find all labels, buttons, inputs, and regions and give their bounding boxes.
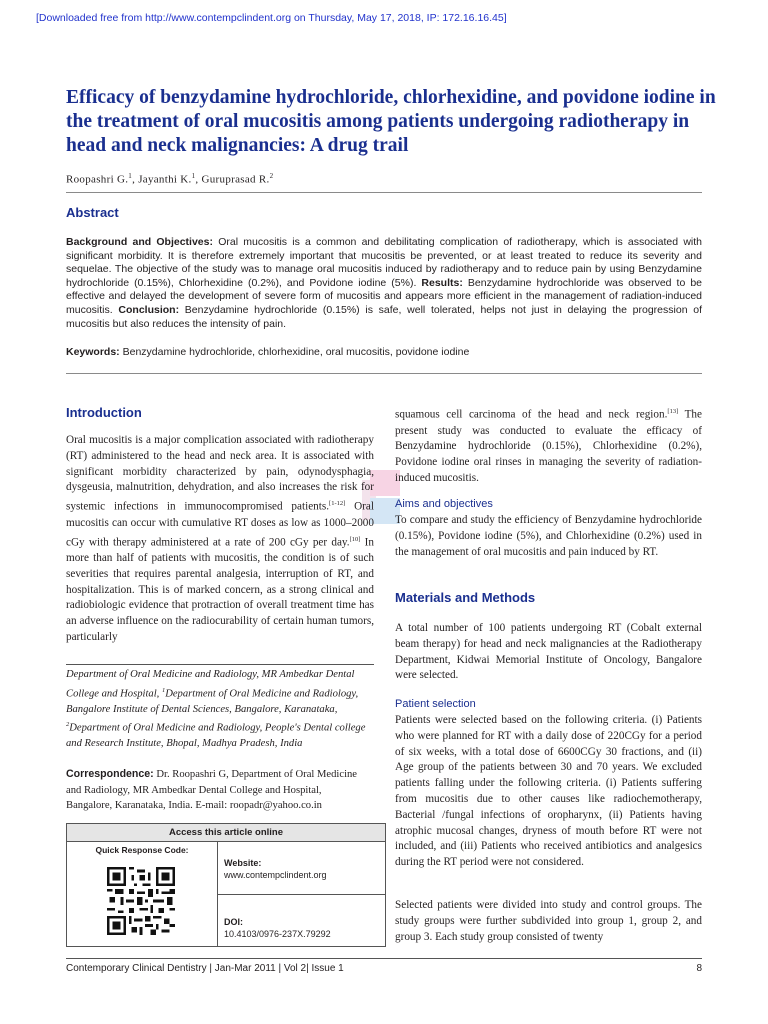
keywords: Keywords: Benzydamine hydrochloride, chlorhexidine, oral mucositis, povidone iodine (66, 346, 470, 358)
journal-citation: Contemporary Clinical Dentistry | Jan-Mar 2011 | Vol 2| Issue 1 (66, 963, 344, 974)
affiliation-text: Department of Oral Medicine and Radiology, MR Ambedkar Dental College and Hospital, $^1$Department of Oral Medicine and Radiology, Bangalore Institute of Dental Sciences, Bangalore, Karanataka, $^2$Department of Oral Medicine and Radiology, People's Dental college and Research Institute, Bhopal, Madhya Pradesh, India (66, 669, 366, 750)
download-notice: [Downloaded free from http://www.contempclindent.org on Thursday, May 17, 2018, IP: 172.16.16.45] (36, 12, 507, 24)
qr-cell (67, 842, 218, 946)
correspondence-text: Correspondence: Dr. Roopashri G, Department of Oral Medicine and Radiology, MR Ambedkar Dental College and Hospital, Bangalore, Karanataka, India. E-mail: roopadr@yahoo.co.in (66, 768, 358, 812)
page-footer (66, 963, 702, 974)
author-list: Roopashri G.$^1$, Jayanthi K.$^1$, Guruprasad R.$^2$ (66, 172, 274, 186)
aims-heading: Aims and objectives (395, 498, 493, 510)
qr-code-icon[interactable] (107, 867, 175, 935)
patient-groups-text: Selected patients were divided into study and control groups. The study groups were further subdivided into group 1, group 2, and group 3. Each study group consisted of twenty (395, 899, 702, 943)
website-link[interactable]: www.contempclindent.org (224, 870, 327, 880)
abstract-body: Background and Objectives: Oral mucositis is a common and debilitating complication of radiotherapy, which is associated with significant morbidity. It is therefore extremely important that mucositis be prevented, or at least treated to reduce its severity and sequelae. The objective of the study was to manage oral mucositis induced by radiotherapy and to reduce pain by using Benzydamine hydrochloride (0.15%), Chlorhexidine (0.2%), and Povidone iodine (5%). Results: Benzydamine hydrochloride was observed to be effective and delayed the development of severe form of mucositis and appears more efficient in the management of radiation-induced mucositis. Conclusion: Benzydamine hydrochloride (0.15%) is safe, well tolerated, helps not just in delaying the progression of mucositis but also reduces the intensity of pain. (66, 236, 703, 330)
introduction-text: Oral mucositis is a major complication associated with radiotherapy (RT) administered to the head and neck area. It is associated with significant morbidity characterized by pain, odynodysphagia, dysgeusia, malnutrition, dehydration, and also increases the risk for systemic infections in immunocompromised patients.[1-12] Oral mucositis can occur with cumulative RT doses as low as 1000–2000 cGy with therapy administered at a rate of 200 cGy per day.[10] In more than half of patients with mucositis, the condition is of such severities that requires parental analgesia, interruption of RT, and hospitalization. This is of marked concern, as a strong clinical and radiobiologic evidence that protraction of overall treatment time has an adverse influence on the radiocurability of certain human tumors, particularly (66, 434, 374, 644)
article-title: Efficacy of benzydamine hydrochloride, chlorhexidine, and povidone iodine in the treatment of oral mucositis among patients undergoing radiotherapy in head and neck malignancies: A drug trail (66, 87, 716, 156)
divider (66, 373, 702, 374)
doi-link[interactable]: 10.4103/0976-237X.79292 (224, 929, 331, 939)
divider (66, 192, 702, 193)
divider (66, 958, 702, 959)
patient-selection-text: Patients were selected based on the following criteria. (i) Patients who were planned for RT with a daily dose of 220CGy for a period of six weeks, with a total dose of 6600CGy 30 fractions, and (ii) Age group of the patients between 30 and 70 years. We excluded patients falling under the following criteria. (i) Patients suffering from mucositis due to other causes like radiochemotherapy, Bacterial /fungal infections of oropharynx, (ii) Patients having atrophic mucosal changes, dryness of mouth before RT were not included, and (iii) Patients who received antibiotics and analgesics during the RT period were not considered. (395, 714, 702, 869)
doi-label: DOI: (224, 917, 243, 927)
divider (217, 894, 385, 895)
aims-text: To compare and study the efficiency of Benzydamine hydrochloride (0.15%), Povidone iodine (5%), and Chlorhexidine (0.2%) used in the management of oral mucositis and pain induced by RT. (395, 514, 702, 558)
methods-heading: Materials and Methods (395, 590, 536, 605)
methods-text: A total number of 100 patients undergoing RT (Cobalt external beam therapy) for head and neck malignancies at the Radiotherapy Department, Kidwai Memorial Institute of Oncology, Bangalore were selected. (395, 622, 702, 682)
divider (66, 664, 374, 665)
access-article-box (66, 823, 386, 947)
patient-selection-heading: Patient selection (395, 698, 476, 710)
access-box-heading: Access this article online (67, 824, 385, 842)
abstract-heading: Abstract (66, 205, 119, 220)
author-name: Guruprasad R. (201, 173, 270, 186)
author-name: Roopashri G. (66, 173, 129, 186)
introduction-heading: Introduction (66, 405, 142, 420)
qr-label: Quick Response Code: (95, 845, 189, 855)
author-name: Jayanthi K. (138, 173, 192, 186)
introduction-continued: squamous cell carcinoma of the head and neck region.[13] The present study was conducted to evaluate the efficacy of Benzydamine hydrochloride (0.15%), Chlorhexidine (0.2%), Povidone iodine oral rinses in managing the severity of radiation-induced mucositis. (395, 408, 702, 484)
website-label: Website: (224, 858, 262, 868)
page-number: 8 (696, 963, 702, 974)
